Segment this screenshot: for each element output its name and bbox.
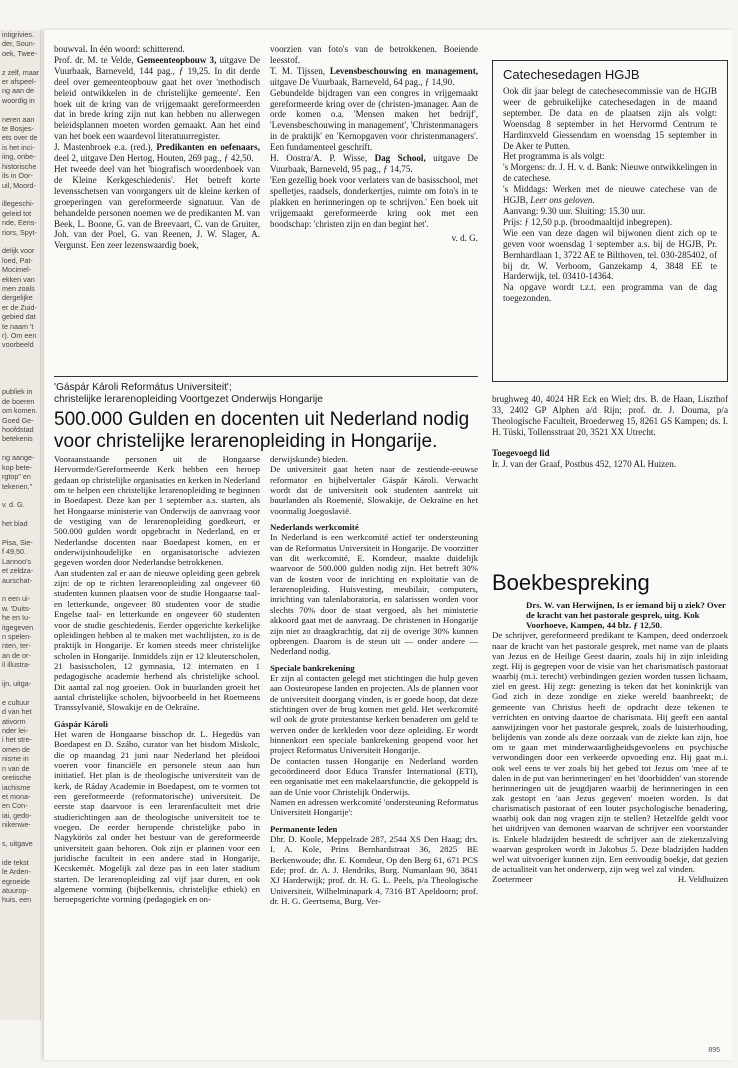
- margin-fragment: [0, 688, 40, 697]
- margin-fragment: betekenis: [2, 434, 33, 444]
- subheading: Gáspár Károli: [54, 718, 108, 729]
- box-paragraph: Ook dit jaar belegt de catechesecommissie van de HGJB weer de gebruikelijke catechesedagen in de maand september. De data en de plaatsen zijn als volgt: Woensdag 8 september in het Hervormd Centrum te Hardinxveld Giessendam en woensdag 15 september in De Aker te Putten.: [503, 86, 717, 151]
- margin-fragment: [0, 585, 40, 594]
- book-entry: Prof. dr. M. te Velde, Gemeenteopbouw 3, uitgave De Vuurbaak, Barneveld, 144 pag., ƒ 19,25. In dit derde deel over gemeenteopbouw gaat het over 'methodisch beleid ontwikkelen in de christelijke gemeente'. Een boek uit de kring van de vrijgemaakt gereformeerden dat in brede kring zijn nut kan hebben nu allerwegen beleidsplannen moeten worden gemaakt. Aan het eind van het boek een waardevol literatuurregister.: [54, 54, 260, 142]
- margin-fragment: Lannoo's: [2, 556, 31, 566]
- margin-fragment: illegeschi-: [2, 199, 34, 209]
- box-body: [503, 86, 717, 304]
- margin-fragment: atuurop-: [2, 885, 29, 895]
- margin-fragment: het blad: [2, 519, 28, 529]
- margin-fragment: iachisme: [2, 782, 31, 792]
- margin-fragment: [0, 848, 40, 857]
- margin-fragment: historische: [2, 161, 37, 171]
- box-paragraph: Het programma is als volgt:: [503, 151, 605, 162]
- margin-fragment: Pisa, Sie-: [2, 537, 33, 547]
- text-paragraph: Het waren de Hongaarse bisschop dr. L. Hegedüs van Boedapest en D. Szábo, curator van het bisdom Miskolc, die op maandag 21 juni naar Nederland het pleidooi voeren voor financiële en personele steun aan hun initiatief. Het plan is de theologische universiteit van de kerk, de Ráday Academie in Boedapest, om te vormen tot een gereformeerde (reformatorische) universiteit. De eerste stap daarvoor is een lerarenfaculteit met drie studierichtingen aan de theologische universiteit toe te voegen. De eerder heropende christelijke pabo in Nagykörös zal onder het bestuur van de gereformeerde universiteit gaan behoren. Ook zijn er plannen voor een juridische faculteit in een andere stad in Hongarije, Kecskemét. Mogelijk zal deze pas in een later stadium starten. De lerarenopleiding zal vijf jaar duren, en ook algemene vorming (bijbelkennis, christelijke ethiek) en beroepsgerichte vorming (pedagogiek en on-: [54, 728, 260, 905]
- review-body: De schrijver, gereformeerd predikant te Kampen, deed onderzoek naar de kracht van het pastorale gesprek, met name van de plaats van Jezus en de Heilige Geest daarin, zoals hij in zijn inleiding zegt. Hij is gegrepen voor de visie van het charismatisch pastoraat waarbij (m.i. terecht) verbindingen gezien worden tussen lichaam, ziel en geest. Hij zegt: genezing is teken dat het koninkrijk van God zich in deze zondige en zieke wereld baanbreekt; de gemeente van Christus heeft de opdracht deze tekenen te verrichten en ontving daartoe de charismata. Hij geeft een aantal aanwijzingen voor het pastorale gesprek, zoals de luisterhouding, belijdenis van zonde als deze oorzaak van de ziekte kan zijn, hoe om te gaan met minderwaardigheidsgevoelens en psychische verwondingen door een verkeerde opvoeding enz. Hij gaat m.i. ook wel eens te ver zoals bij het gebed tot Jezus om 'mee af te dalen in de put van herinneringen' en het 'doorbidden' van storende herinneringen uit de jeugdjaren waarbij de herinneringen in een zak gestopt en 'aan Jezus gegeven' moeten worden. Is dat charismatisch pastoraat of een louter psychologische benadering, waarbij ook dan nog vragen zijn te stellen? Hetzelfde geldt voor het uitdrijven van demonen waarvan de schrijver een voorstander is. Enkele bladzijden besteedt de schrijver aan de ziekenzalving waarvan gesproken wordt in Jakobus 5. Deze bladzijden hadden wel wat uitvoeriger kunnen zijn. Een eenvoudig boekje, dat gezien de actualiteit van het onderwerp, zijn weg wel zal vinden.: [492, 630, 728, 875]
- box-paragraph: Wie een van deze dagen wil bijwonen dient zich op te geven voor woensdag 1 september a.s. bij de HGJB, Pr. Bernhardlaan 1, 3722 AE te Bilthoven, tel. 030-285402, of bij dr. W. Verboom, Ganzekamp 4, 3848 EE te Harderwijk, tel. 03410-14364.: [503, 227, 717, 282]
- subheading: Permanente leden: [270, 823, 338, 834]
- text-paragraph: voorzien van foto's van de betrokkenen. Boeiende leesstof.: [270, 44, 478, 65]
- margin-fragment: he en Iu-: [2, 613, 31, 623]
- article-headline: 500.000 Gulden en docenten uit Nederland nodig voor christelijke lerarenopleiding in Hongarije.: [54, 409, 470, 452]
- page-number: 895: [708, 1047, 720, 1054]
- margin-fragment: te naam 't: [2, 321, 34, 331]
- book-reviews-column-2: [270, 44, 478, 244]
- magazine-page: [44, 30, 732, 1060]
- margin-fragment: der, Soun-: [2, 39, 36, 49]
- review-lead: Drs. W. van Herwijnen, Is er iemand bij u ziek? Over de kracht van het pastorale gesprek, uitg. Kok Voorhoeve, Kampen, 44 blz. ƒ 12,50.: [526, 600, 726, 631]
- margin-fragment: d van het: [2, 707, 32, 717]
- text-paragraph: Ir. J. van der Graaf, Postbus 452, 1270 AL Huizen.: [492, 458, 677, 469]
- text-paragraph: Aan studenten zal er aan de nieuwe opleiding geen gebrek zijn: de op te richten lerarenopleiding zal ongeveer 60 studenten kunnen plaatsen voor de studie Hongaarse taal- en letterkunde, ongeveer 80 studenten voor de studie Engelse taal- en letterkunde en ongeveer 60 studenten voor de studie geschiedenis. Eerder opgerichte kerkelijke opleidingen hebben al te maken met wachtlijsten, zo is de praktijk in Hongarije. Er komen steeds meer christelijke scholen in Hongarije. Inmiddels zijn er 12 kleuterscholen, 21 basisscholen, 12 gymnasia, 12 internaten en 1 pedagogische academie herbend als christelijke school. Dit aantal zal nog groeien. Ook in buurlanden groeit het aantal christelijke scholen, bijvoorbeeld in het Roemeens Transsylvanië, Slowakije en de Oekraïne.: [54, 567, 260, 713]
- margin-fragment: oek, Twee-: [2, 48, 38, 58]
- catechesedagen-box: [492, 60, 728, 382]
- box-title: Catechesedagen HGJB: [503, 67, 640, 82]
- previous-page-edge: [0, 30, 41, 1020]
- box-paragraph: Prijs: ƒ 12,50 p.p. (broodmaaltijd inbegrepen).: [503, 216, 672, 227]
- margin-fragment: ng aan de: [2, 86, 34, 96]
- box-paragraph: 's Morgens: dr. J. H. v. d. Bank: Nieuwe ontwikkelingen in de catechese.: [503, 162, 717, 184]
- article-header: [54, 382, 484, 453]
- book-entry: T. M. Tijssen, Levensbeschouwing en management, uitgave De Vuurbaak, Barneveld, 64 pag., ƒ 14,90.: [270, 65, 479, 87]
- article-column-3: [492, 394, 728, 469]
- margin-fragment: e cultuur: [2, 697, 30, 707]
- margin-fragment: [0, 58, 40, 67]
- margin-fragment: iing, onbe-: [2, 152, 36, 162]
- margin-fragment: [0, 350, 40, 359]
- margin-fragment: [0, 369, 40, 378]
- margin-fragment: er de Zuid-: [2, 302, 37, 312]
- text-paragraph: De universiteit gaat heten naar de zestiende-eeuwse reformator en bijbelvertaler Gáspár Károli. Verwacht wordt dat de universiteit ook studenten aantrekt uit buurlanden als Roemenië, Slowakije, de Oekraïne en het voormalig Joegoslavië.: [270, 464, 478, 516]
- margin-fragment: w. 'Duits-: [2, 603, 31, 613]
- margin-fragment: nten, ter-: [2, 641, 31, 651]
- margin-fragment: [0, 190, 40, 199]
- signature: v. d. G.: [451, 233, 478, 244]
- review-author: H. Veldhuizen: [677, 874, 728, 885]
- margin-fragment: huis, een: [2, 895, 32, 905]
- margin-fragment: ng aange-: [2, 453, 35, 463]
- margin-fragment: i het stre-: [2, 735, 32, 745]
- text-paragraph: De contacten tussen Hongarije en Nederland worden gecoördineerd door Educa Transfer International (ETI), een organisatie met een makelaarsfunctie, die gekoppeld is aan de Unie voor Christelijk Onderwijs.: [270, 755, 478, 797]
- review-place: Zoetermeer: [492, 874, 533, 885]
- margin-fragment: woordig in: [2, 95, 35, 105]
- box-paragraph: 's Middags: Werken met de nieuwe catechese van de HGJB, Leer ons geloven.: [503, 184, 717, 206]
- margin-fragment: is het inci-: [2, 142, 35, 152]
- margin-fragment: an de or-: [2, 650, 31, 660]
- boekbespreking-title: Boekbespreking: [492, 570, 650, 595]
- margin-fragment: ativorm: [2, 716, 26, 726]
- margin-fragment: om komen.: [2, 406, 38, 416]
- margin-fragment: te Bosjes-: [2, 124, 34, 134]
- text-paragraph: Het tweede deel van het 'biografisch woordenboek van de Kleine Kerkgeschiedenis'. Het betreft korte levensschetsen van voorgangers uit de kleine kerken of groeperingen van gereformeerde signatuur. Van de behandelde personen noemen we de predikanten M. van Beek, L. Boone, G. van de Breevaart, C. van de Gruiter, Joh. van der Poel, G. van Reenen, J. W. Slager, A. Vergunst. Een zeer lezenswaardig boek,: [54, 163, 260, 251]
- margin-fragment: z zelf, maar: [2, 67, 40, 77]
- text-paragraph: bouwval. In één woord: schitterend.: [54, 44, 185, 54]
- margin-fragment: intigrivies.: [2, 30, 34, 39]
- text-paragraph: In Nederland is een werkcomité actief ter ondersteuning van de Reformatus Universiteit in Hongarije. De voorzitter van dit werkcomité, E. Komdeur, maakte duidelijk waarvoor de 500.000 gulden nodig zijn. Het betreft 30% van de kosten voor de inrichting en exploitatie van de lerarenopleiding. Huisvesting, meubilair, computers, inrichting van talenlaboratoria, en salarissen worden voor slechts 70% door de staat vergoed, als het ministerie akkoord gaat met de aanvraag. De christenen in Hongarije zijn niet zo draagkrachtig, dat zij de overige 30% kunnen opbrengen. Daarom is de steun uit — onder andere — Nederland nodig.: [270, 532, 478, 657]
- subheading: Toegevoegd lid: [492, 447, 550, 458]
- margin-fragment: Mocimel-: [2, 265, 32, 275]
- margin-fragment: [0, 237, 40, 246]
- margin-fragment: publiek in: [2, 387, 33, 397]
- subheading: Speciale bankrekening: [270, 662, 355, 673]
- margin-fragment: et zeldza-: [2, 566, 34, 576]
- margin-fragment: dergelijke: [2, 293, 33, 303]
- margin-fragment: nde, Eens-: [2, 218, 37, 228]
- margin-fragment: Goed Ge-: [2, 415, 34, 425]
- margin-fragment: en Con-: [2, 801, 28, 811]
- margin-fragment: s, uitgave: [2, 838, 33, 848]
- book-reviews-column-1: [54, 44, 260, 251]
- book-entry: H. Oostra/A. P. Wisse, Dag School, uitgave De Vuurbaak, Barneveld, 95 pag., ƒ 14,75.: [270, 153, 479, 174]
- margin-fragment: loed, Pat-: [2, 255, 33, 265]
- article-column-2: [270, 454, 478, 906]
- margin-fragment: nikenwe-: [2, 820, 31, 830]
- margin-fragment: voorbeeld: [2, 340, 34, 350]
- margin-fragment: nder lei-: [2, 726, 28, 736]
- box-paragraph: Aanvang: 9.30 uur. Sluiting: 15.30 uur.: [503, 205, 646, 216]
- book-entry: J. Mastenbroek e.a. (red.), Predikanten en oefenaars, deel 2, uitgave Den Hertog, Houten, 269 pag., ƒ 42,50.: [54, 142, 260, 164]
- review-signature: [492, 874, 728, 884]
- margin-fragment: hoofdstad: [2, 425, 34, 435]
- margin-fragment: omen de: [2, 744, 30, 754]
- margin-fragment: ide tekst: [2, 857, 29, 867]
- article-kicker: 'Gáspár Károli Református Universiteit';: [54, 382, 232, 393]
- margin-fragment: n spelen-: [2, 632, 32, 641]
- text-paragraph: Dhr. D. Koole, Meppelrade 287, 2544 XS Den Haag; drs. I. A. Kole, Prins Bernhardstraat 36, 2825 BE Berkenwoude; dhr. E. Komdeur, Op den Berg 61, 671 PCS Ede; prof. dr. A. J. Hendriks, Burg. Numanlaan 90, 3841 XJ Harderwijk; prof. dr. H. G. L. Peels, p/a Theologische Universiteit, Wilhelminapark 4, 7316 BT Apeldoorn; prof. dr. H. G. Geertsema, Burg. Ver-: [270, 834, 478, 907]
- margin-fragment: egroeide: [2, 876, 30, 886]
- margin-fragment: de boeren: [2, 396, 35, 406]
- article-column-1: [54, 454, 260, 905]
- margin-fragment: iai, gedo-: [2, 810, 32, 820]
- margin-fragment: n van de: [2, 763, 30, 773]
- margin-fragment: geleid tot: [2, 208, 32, 218]
- margin-fragment: f 49,50.: [2, 547, 26, 557]
- margin-fragment: n een ui-: [2, 594, 30, 604]
- subheading: Nederlands werkcomité: [270, 522, 359, 533]
- margin-fragment: le Arden-: [2, 867, 31, 877]
- margin-fragment: [0, 359, 40, 368]
- text-paragraph: Namen en adressen werkcomité 'ondersteuning Reformatus Universiteit Hongarije':: [270, 797, 478, 818]
- text-paragraph: brughweg 40, 4024 HR Eck en Wiel; drs. B. de Haan, Liszthof 33, 2402 GP Alphen a/d Rijn; prof. dr. J. Douma, p/a Theologische Faculteit, Broederweg 15, 8261 GS Kampen; ds. I. H. Tüski, Tollensstraat 20, 3521 XX Utrecht.: [492, 394, 728, 437]
- margin-fragment: ets over de: [2, 133, 38, 143]
- margin-fragment: aurschat-: [2, 575, 32, 585]
- margin-fragment: rgtop" en: [2, 472, 31, 482]
- margin-fragment: et mona-: [2, 791, 31, 801]
- margin-fragment: [0, 529, 40, 538]
- margin-fragment: ijn, uitga-: [2, 679, 32, 689]
- margin-fragment: [0, 105, 40, 114]
- text-paragraph: derwijskunde) bieden.: [270, 454, 348, 464]
- text-paragraph: 'Een gezellig boek voor verlaters van de basisschool, met spelletjes, raadsels, donderkertjes, ruimte om foto's in te plakken en herinneringen op te schrijven.' Een boek uit vrijgemaakt gereformeerde kring ook met een boodschap: 'christen zijn en dan begint het'.: [270, 174, 478, 229]
- margin-fragment: oretische: [2, 773, 32, 783]
- margin-fragment: [0, 378, 40, 387]
- margin-fragment: ils in Oor-: [2, 171, 33, 181]
- margin-fragment: [0, 491, 40, 500]
- margin-fragment: itgegeven: [2, 622, 34, 632]
- section-divider: [54, 376, 478, 377]
- margin-fragment: er afspeel-: [2, 77, 36, 87]
- margin-fragment: kop bete-: [2, 462, 32, 472]
- margin-fragment: il illustra-: [2, 660, 31, 670]
- text-paragraph: Vooraanstaande personen uit de Hongaarse Hervormde/Gereformeerde Kerk hebben een beroep gedaan op christelijke organisaties en kerken in Nederland om te helpen een christelijke lerarenopleiding te beginnen in Boedapest. Deze kan per 1 september a.s. starten, als het Hongaarse ministerie van Onderwijs de aanvraag voor de vestiging van de lerarenopleiding goedkeurt, er 500.000 gulden wordt opgebracht in Nederland, en er Nederlandse docenten naar Boedapest komen, en er onderwijsinhoudelijke en organisatorische adviezen gegeven worden door Nederlandse betrokkenen.: [54, 454, 260, 568]
- margin-fragment: men zoals: [2, 283, 35, 293]
- margin-fragment: neren aan: [2, 114, 35, 124]
- margin-fragment: v. d. G.: [2, 500, 25, 510]
- margin-fragment: riors, Spyt-: [2, 227, 37, 237]
- margin-fragment: [0, 510, 40, 519]
- margin-fragment: nisme in: [2, 754, 29, 764]
- margin-fragment: gebied dat: [2, 312, 36, 322]
- article-kicker-sub: christelijke lerarenopleiding Voortgezet Onderwijs Hongarije: [54, 394, 323, 405]
- margin-fragment: [0, 670, 40, 679]
- margin-fragment: uil, Moord-: [2, 180, 36, 190]
- margin-fragment: tekenen.": [2, 481, 33, 491]
- margin-fragment: [0, 444, 40, 453]
- text-paragraph: Gebundelde bijdragen van een congres in vrijgemaakt gereformeerde kring over de (christen-)manager. Aan de orde komen o.a. 'Mensen maken het bedrijf', 'Levensbeschouwing in management', 'Christenmanagers in de praktijk' en 'Kernopgaven voor christenmanagers'. Een fundamenteel geschrift.: [270, 87, 478, 153]
- margin-fragment: r). Om een: [2, 331, 37, 340]
- margin-fragment: [0, 830, 40, 839]
- boekbespreking-column: [492, 600, 728, 884]
- box-paragraph: Na opgave wordt t.z.t. een programma van de dag toegezonden.: [503, 282, 717, 304]
- margin-fragment: delijk voor: [2, 246, 35, 256]
- text-paragraph: Er zijn al contacten gelegd met stichtingen die hulp geven aan Oosteuropese landen en projecten. Als de plannen voor de universiteit doorgang vinden, is er goede hoop, dat deze stichtingen over de brug komen met geld. Het werkcomité wil ook de grote protestantse kerken benaderen om geld te werven onder de kerkleden voor deze opleiding. Er wordt binnenkort een speciale bankrekening geopend voor het project Reformatus Universiteit Hongarije.: [270, 672, 478, 756]
- margin-fragment: ekken van: [2, 274, 35, 284]
